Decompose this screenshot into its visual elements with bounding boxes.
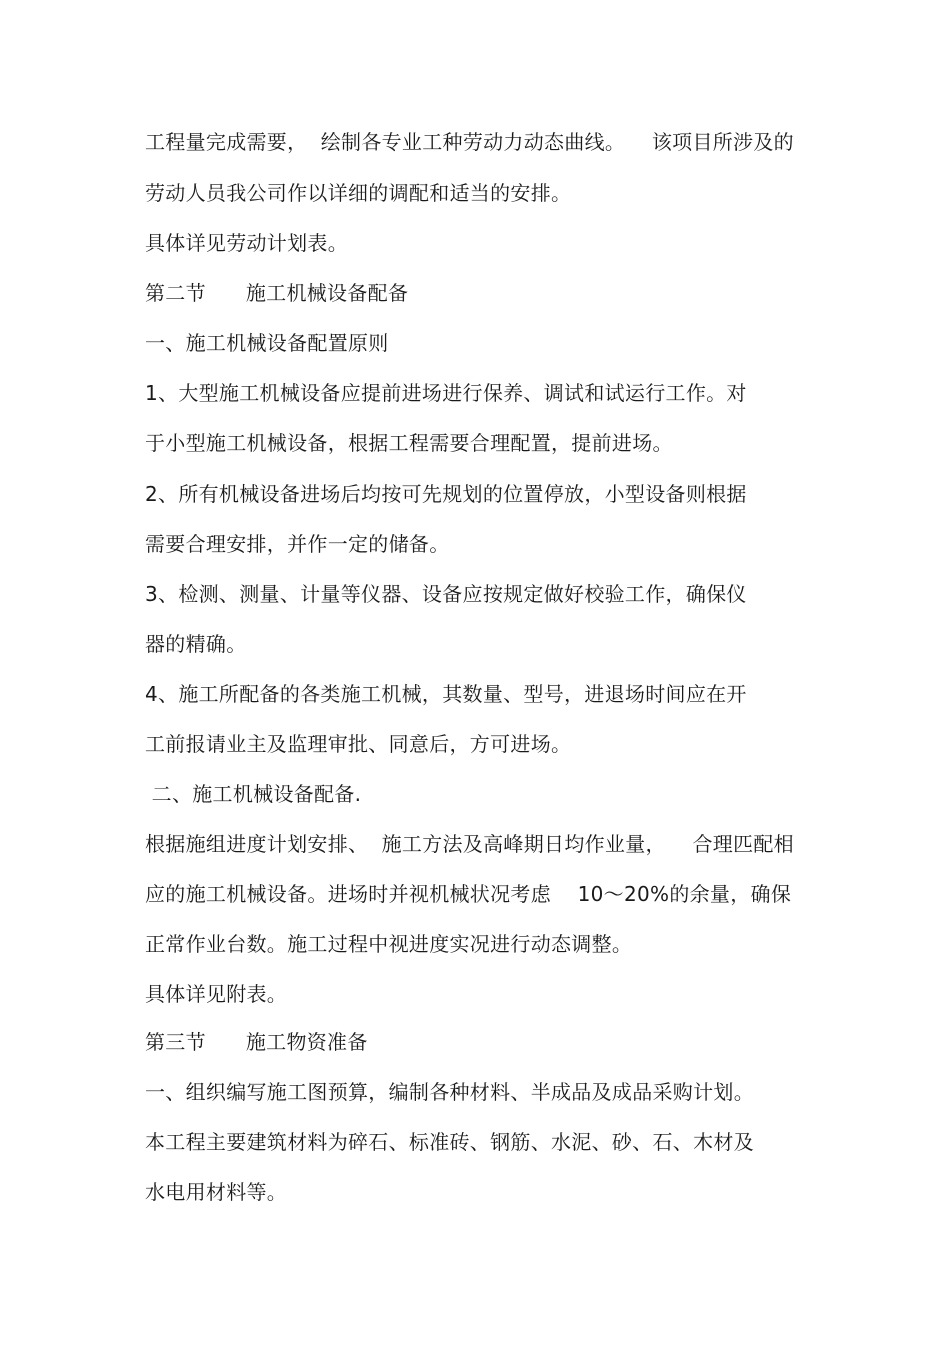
body-text-line: 具体详见附表。 xyxy=(145,982,288,1006)
list-item-text: 3、检测、测量、计量等仪器、设备应按规定做好校验工作，确保仪 xyxy=(145,582,747,606)
section-heading: 第三节 施工物资准备 xyxy=(145,1030,368,1054)
body-text-line: 正常作业台数。施工过程中视进度实况进行动态调整。 xyxy=(145,932,633,956)
section-heading: 第二节 施工机械设备配备 xyxy=(145,281,409,305)
subsection-heading: 一、组织编写施工图预算，编制各种材料、半成品及成品采购计划。 xyxy=(145,1080,754,1104)
list-item-text: 器的精确。 xyxy=(145,632,247,656)
list-item-text: 2、所有机械设备进场后均按可先规划的位置停放，小型设备则根据 xyxy=(145,482,747,506)
list-item-text: 于小型施工机械设备，根据工程需要合理配置，提前进场。 xyxy=(145,431,673,455)
body-text-line: 具体详见劳动计划表。 xyxy=(145,231,348,255)
list-item-text: 需要合理安排，并作一定的储备。 xyxy=(145,532,450,556)
body-text-line: 劳动人员我公司作以详细的调配和适当的安排。 xyxy=(145,181,572,205)
body-text-line: 工程量完成需要， 绘制各专业工种劳动力动态曲线。 该项目所涉及的 xyxy=(145,130,794,154)
list-item-text: 工前报请业主及监理审批、同意后，方可进场。 xyxy=(145,732,572,756)
body-text-line: 本工程主要建筑材料为碎石、标准砖、钢筋、水泥、砂、石、木材及 xyxy=(145,1130,754,1154)
list-item-text: 4、施工所配备的各类施工机械，其数量、型号，进退场时间应在开 xyxy=(145,682,747,706)
body-text-line: 应的施工机械设备。进场时并视机械状况考虑 10～20%的余量，确保 xyxy=(145,882,792,906)
list-item-text: 1、大型施工机械设备应提前进场进行保养、调试和试运行工作。对 xyxy=(145,381,747,405)
body-text-line: 水电用材料等。 xyxy=(145,1180,288,1204)
subsection-heading: 二、施工机械设备配备. xyxy=(145,782,362,806)
body-text-line: 根据施组进度计划安排、 施工方法及高峰期日均作业量， 合理匹配相 xyxy=(145,832,794,856)
subsection-heading: 一、施工机械设备配置原则 xyxy=(145,331,389,355)
